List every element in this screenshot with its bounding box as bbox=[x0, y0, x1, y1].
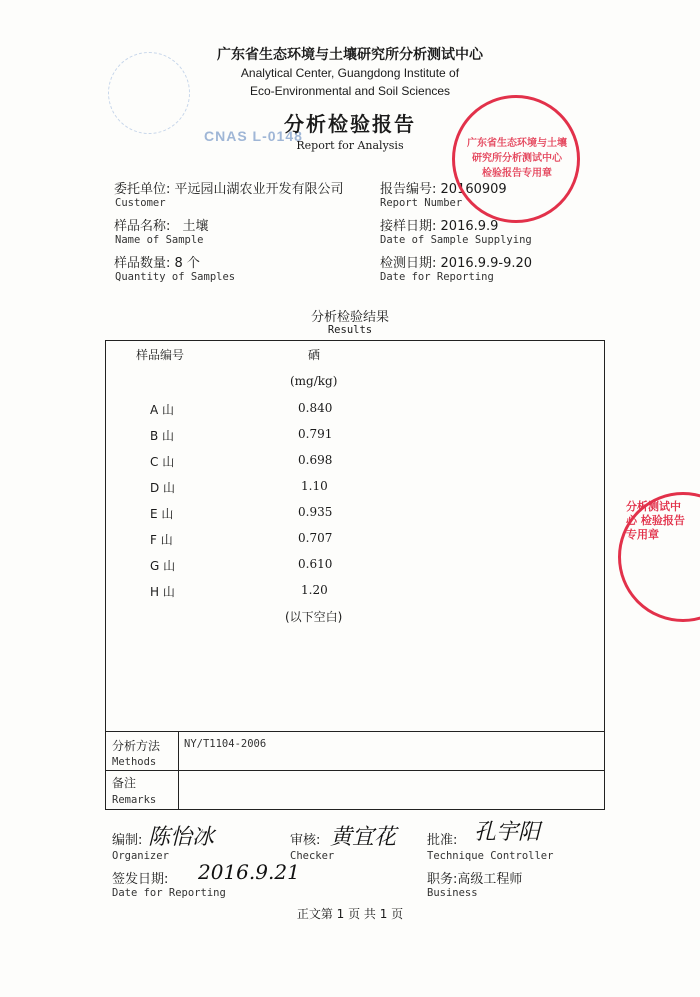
business-title: 职务:高级工程师 bbox=[427, 872, 523, 887]
cnas-mark: CNAS L-0148 bbox=[204, 128, 303, 144]
test-date-label-en: Date for Reporting bbox=[380, 271, 494, 283]
table-row-sample: A 山 bbox=[150, 403, 175, 417]
issue-date-label: 签发日期: bbox=[112, 872, 169, 887]
table-row-sample: F 山 bbox=[150, 533, 173, 547]
results-table bbox=[105, 340, 605, 732]
methods-divider bbox=[105, 770, 605, 771]
page-counter: 正文第 1 页 共 1 页 bbox=[296, 907, 404, 921]
issue-date-label-en: Date for Reporting bbox=[112, 887, 226, 899]
quantity-label: 样品数量: bbox=[114, 256, 171, 271]
table-row-value: 0.935 bbox=[298, 505, 333, 519]
methods-table bbox=[105, 732, 605, 810]
quantity-field bbox=[114, 252, 200, 271]
checker-label: 审核: bbox=[290, 833, 321, 848]
unit-label: (mg/kg) bbox=[290, 374, 338, 388]
org-name-en-line2: Eco-Environmental and Soil Sciences bbox=[249, 84, 451, 98]
sample-name-label: 样品名称: bbox=[114, 219, 171, 234]
results-title: 分析检验结果 bbox=[310, 310, 389, 325]
report-title: 分析检验报告 bbox=[284, 112, 416, 136]
table-row-value: 0.698 bbox=[298, 453, 333, 467]
table-row-sample: D 山 bbox=[150, 481, 176, 495]
table-row-value: 0.707 bbox=[298, 531, 333, 545]
table-row-sample: C 山 bbox=[150, 455, 175, 469]
report-number-label: 报告编号: bbox=[380, 182, 437, 197]
table-row-sample: B 山 bbox=[150, 429, 175, 443]
table-row-value: 0.610 bbox=[298, 557, 333, 571]
sample-name-label-en: Name of Sample bbox=[115, 234, 204, 246]
methods-value: NY/T1104-2006 bbox=[184, 738, 267, 750]
col-sample-header: 样品编号 bbox=[136, 348, 185, 362]
test-date-value: 2016.9.9-9.20 bbox=[440, 256, 533, 271]
sample-name-field bbox=[114, 215, 209, 234]
customer-value: 平远园山湖农业开发有限公司 bbox=[174, 182, 344, 197]
customer-label-en: Customer bbox=[115, 197, 166, 209]
controller-signature: 孔宇阳 bbox=[474, 820, 541, 845]
organizer-label: 编制: bbox=[112, 833, 143, 848]
results-title-en: Results bbox=[327, 324, 373, 336]
table-row-value: 0.791 bbox=[298, 427, 333, 441]
organizer-signature: 陈怡冰 bbox=[148, 825, 215, 850]
customer-label: 委托单位: bbox=[114, 182, 171, 197]
test-date-field bbox=[380, 252, 532, 271]
blank-note: (以下空白) bbox=[285, 610, 343, 624]
official-seal-top-text: 广东省生态环境与土壤研究所分析测试中心 检验报告专用章 bbox=[467, 138, 567, 179]
business-title-en: Business bbox=[427, 887, 478, 899]
methods-label: 分析方法 bbox=[112, 739, 161, 753]
test-date-label: 检测日期: bbox=[380, 256, 437, 271]
remarks-label-en: Remarks bbox=[112, 794, 157, 806]
table-row-value: 1.20 bbox=[301, 583, 328, 597]
org-name-cn: 广东省生态环境与土壤研究所分析测试中心 bbox=[217, 47, 483, 63]
col-element-header: 硒 bbox=[308, 348, 321, 362]
table-row-value: 0.840 bbox=[298, 401, 333, 415]
supply-date-label-en: Date of Sample Supplying bbox=[380, 234, 532, 246]
table-row-sample: G 山 bbox=[150, 559, 176, 573]
official-seal-side-text: 分析测试中心 检验报告专用章 bbox=[626, 500, 685, 541]
table-row-value: 1.10 bbox=[301, 479, 328, 493]
table-row-sample: E 山 bbox=[150, 507, 174, 521]
supply-date-label: 接样日期: bbox=[380, 219, 437, 234]
checker-signature: 黄宜花 bbox=[330, 825, 397, 850]
organizer-label-en: Organizer bbox=[112, 850, 169, 862]
controller-label-en: Technique Controller bbox=[427, 850, 554, 862]
remarks-label: 备注 bbox=[112, 776, 137, 790]
checker-label-en: Checker bbox=[290, 850, 335, 862]
report-number-label-en: Report Number bbox=[380, 197, 463, 209]
customer-field bbox=[114, 178, 344, 197]
quantity-label-en: Quantity of Samples bbox=[115, 271, 236, 283]
report-title-en: Report for Analysis bbox=[296, 139, 404, 152]
quantity-value: 8 个 bbox=[174, 256, 200, 271]
sample-name-value: 土壤 bbox=[182, 219, 209, 234]
issue-date-signature: 2016.9.21 bbox=[198, 860, 300, 884]
report-number-value: 20160909 bbox=[440, 182, 507, 197]
methods-label-en: Methods bbox=[112, 756, 157, 768]
table-row-sample: H 山 bbox=[150, 585, 175, 599]
methods-col-divider bbox=[178, 732, 179, 810]
supply-date-field bbox=[380, 215, 498, 234]
org-name-en-line1: Analytical Center, Guangdong Institute of bbox=[240, 66, 460, 80]
controller-label: 批准: bbox=[427, 833, 458, 848]
supply-date-value: 2016.9.9 bbox=[440, 219, 499, 234]
